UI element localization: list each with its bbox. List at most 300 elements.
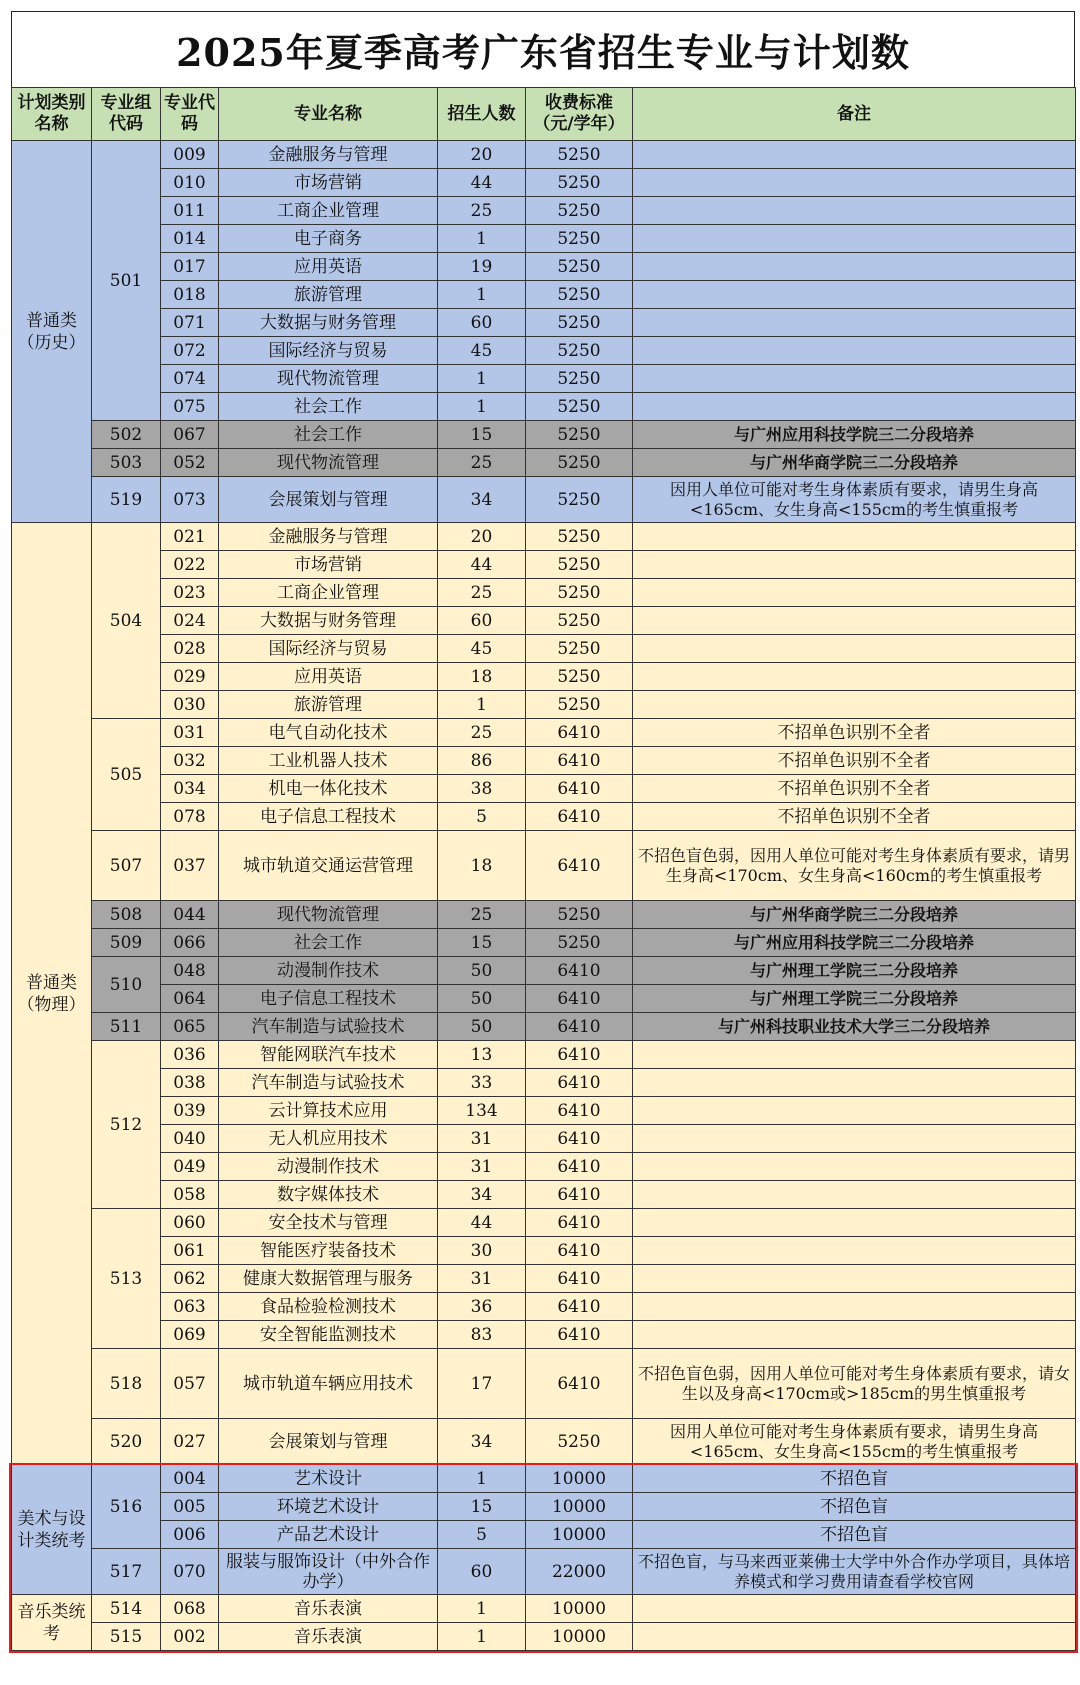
major-name-cell: 电子信息工程技术 [219,985,438,1013]
major-name-cell: 电气自动化技术 [219,719,438,747]
enrollment-count-cell: 1 [438,281,526,309]
fee-cell: 6410 [526,1013,633,1041]
group-code-cell: 512 [92,1041,161,1209]
fee-cell: 5250 [526,607,633,635]
note-cell [633,141,1076,169]
major-name-cell: 智能网联汽车技术 [219,1041,438,1069]
enrollment-count-cell: 25 [438,449,526,477]
fee-cell: 6410 [526,1265,633,1293]
major-code-cell: 066 [161,929,219,957]
fee-cell: 5250 [526,477,633,523]
enrollment-count-cell: 1 [438,1465,526,1493]
major-name-cell: 市场营销 [219,551,438,579]
fee-cell: 5250 [526,337,633,365]
enrollment-count-cell: 19 [438,253,526,281]
enrollment-table [11,87,1076,1651]
major-name-cell: 城市轨道车辆应用技术 [219,1349,438,1419]
fee-cell: 5250 [526,225,633,253]
note-cell: 不招色盲 [633,1521,1076,1549]
table-row [12,747,1076,775]
fee-cell: 10000 [526,1493,633,1521]
table-row [12,1265,1076,1293]
major-name-cell: 现代物流管理 [219,365,438,393]
group-code-cell: 513 [92,1209,161,1349]
table-row [12,831,1076,901]
major-code-cell: 064 [161,985,219,1013]
fee-cell: 5250 [526,663,633,691]
group-code-cell: 509 [92,929,161,957]
group-code-cell: 511 [92,1013,161,1041]
note-cell [633,309,1076,337]
enrollment-count-cell: 18 [438,831,526,901]
fee-cell: 22000 [526,1549,633,1595]
table-row [12,957,1076,985]
major-name-cell: 旅游管理 [219,281,438,309]
note-cell [633,337,1076,365]
enrollment-count-cell: 1 [438,1623,526,1651]
major-name-cell: 国际经济与贸易 [219,337,438,365]
major-code-cell: 052 [161,449,219,477]
note-cell [633,1069,1076,1097]
table-row [12,1493,1076,1521]
fee-cell: 5250 [526,393,633,421]
fee-cell: 6410 [526,803,633,831]
major-code-cell: 048 [161,957,219,985]
table-header-row [12,88,1076,141]
table-row [12,1153,1076,1181]
major-code-cell: 010 [161,169,219,197]
table-row [12,281,1076,309]
fee-cell: 6410 [526,1349,633,1419]
fee-cell: 6410 [526,1209,633,1237]
major-code-cell: 028 [161,635,219,663]
table-row [12,719,1076,747]
note-cell [633,393,1076,421]
note-cell [633,551,1076,579]
major-code-cell: 049 [161,1153,219,1181]
major-code-cell: 070 [161,1549,219,1595]
fee-cell: 5250 [526,141,633,169]
table-row [12,225,1076,253]
table-row [12,141,1076,169]
major-code-cell: 037 [161,831,219,901]
major-code-cell: 034 [161,775,219,803]
header-major-name: 专业名称 [219,88,438,141]
table-row [12,1465,1076,1493]
header-enrollment-count: 招生人数 [438,88,526,141]
fee-cell: 5250 [526,579,633,607]
major-code-cell: 024 [161,607,219,635]
major-name-cell: 无人机应用技术 [219,1125,438,1153]
enrollment-count-cell: 44 [438,1209,526,1237]
enrollment-count-cell: 25 [438,197,526,225]
major-code-cell: 014 [161,225,219,253]
fee-cell: 5250 [526,197,633,225]
major-code-cell: 005 [161,1493,219,1521]
major-code-cell: 002 [161,1623,219,1651]
enrollment-count-cell: 60 [438,607,526,635]
group-code-cell: 501 [92,141,161,421]
fee-cell: 5250 [526,281,633,309]
major-name-cell: 大数据与财务管理 [219,607,438,635]
major-name-cell: 产品艺术设计 [219,1521,438,1549]
table-row [12,1041,1076,1069]
fee-cell: 5250 [526,1419,633,1465]
table-row [12,1181,1076,1209]
enrollment-count-cell: 15 [438,929,526,957]
group-code-cell: 503 [92,449,161,477]
major-name-cell: 安全智能监测技术 [219,1321,438,1349]
note-cell [633,1595,1076,1623]
note-cell [633,1153,1076,1181]
table-row [12,635,1076,663]
group-code-cell: 502 [92,421,161,449]
enrollment-count-cell: 33 [438,1069,526,1097]
enrollment-count-cell: 31 [438,1125,526,1153]
note-cell [633,523,1076,551]
category-cell: 普通类（历史） [12,141,92,523]
major-code-cell: 063 [161,1293,219,1321]
note-cell [633,1209,1076,1237]
note-cell: 不招单色识别不全者 [633,747,1076,775]
major-name-cell: 现代物流管理 [219,449,438,477]
table-row [12,1521,1076,1549]
enrollment-count-cell: 44 [438,551,526,579]
fee-cell: 10000 [526,1521,633,1549]
major-code-cell: 038 [161,1069,219,1097]
enrollment-count-cell: 31 [438,1153,526,1181]
enrollment-count-cell: 15 [438,421,526,449]
major-name-cell: 社会工作 [219,393,438,421]
header-note: 备注 [633,88,1076,141]
header-major-code: 专业代码 [161,88,219,141]
note-cell [633,1041,1076,1069]
group-code-cell: 507 [92,831,161,901]
table-row [12,1097,1076,1125]
fee-cell: 5250 [526,449,633,477]
enrollment-count-cell: 36 [438,1293,526,1321]
major-name-cell: 电子信息工程技术 [219,803,438,831]
major-code-cell: 068 [161,1595,219,1623]
fee-cell: 6410 [526,1153,633,1181]
major-name-cell: 音乐表演 [219,1623,438,1651]
major-name-cell: 金融服务与管理 [219,523,438,551]
enrollment-count-cell: 86 [438,747,526,775]
note-cell: 不招单色识别不全者 [633,719,1076,747]
note-cell [633,1321,1076,1349]
group-code-cell: 504 [92,523,161,719]
enrollment-plan-sheet [11,11,1075,1651]
note-cell [633,225,1076,253]
table-row [12,1069,1076,1097]
major-name-cell: 应用英语 [219,253,438,281]
fee-cell: 10000 [526,1623,633,1651]
enrollment-count-cell: 31 [438,1265,526,1293]
note-cell [633,1237,1076,1265]
major-code-cell: 031 [161,719,219,747]
major-code-cell: 021 [161,523,219,551]
major-name-cell: 动漫制作技术 [219,1153,438,1181]
major-name-cell: 数字媒体技术 [219,1181,438,1209]
major-name-cell: 艺术设计 [219,1465,438,1493]
major-code-cell: 061 [161,1237,219,1265]
fee-cell: 5250 [526,901,633,929]
enrollment-count-cell: 18 [438,663,526,691]
major-code-cell: 006 [161,1521,219,1549]
table-row [12,1419,1076,1465]
table-row [12,197,1076,225]
note-cell: 不招单色识别不全者 [633,803,1076,831]
enrollment-count-cell: 5 [438,803,526,831]
table-row [12,803,1076,831]
major-code-cell: 069 [161,1321,219,1349]
major-name-cell: 环境艺术设计 [219,1493,438,1521]
major-name-cell: 汽车制造与试验技术 [219,1013,438,1041]
major-name-cell: 市场营销 [219,169,438,197]
category-cell: 美术与设计类统考 [12,1465,92,1595]
major-name-cell: 应用英语 [219,663,438,691]
category-cell: 普通类（物理） [12,523,92,1465]
group-code-cell: 516 [92,1465,161,1549]
enrollment-count-cell: 1 [438,365,526,393]
note-cell: 不招色盲 [633,1465,1076,1493]
major-code-cell: 065 [161,1013,219,1041]
note-cell [633,1293,1076,1321]
enrollment-count-cell: 44 [438,169,526,197]
table-row [12,1321,1076,1349]
table-row [12,691,1076,719]
major-name-cell: 工业机器人技术 [219,747,438,775]
note-cell: 与广州科技职业技术大学三二分段培养 [633,1013,1076,1041]
major-code-cell: 032 [161,747,219,775]
table-row [12,775,1076,803]
enrollment-count-cell: 134 [438,1097,526,1125]
major-name-cell: 社会工作 [219,421,438,449]
note-cell: 不招色盲，与马来西亚莱佛士大学中外合作办学项目，具体培养模式和学习费用请查看学校官网 [633,1549,1076,1595]
group-code-cell: 515 [92,1623,161,1651]
enrollment-count-cell: 38 [438,775,526,803]
major-name-cell: 健康大数据管理与服务 [219,1265,438,1293]
major-code-cell: 075 [161,393,219,421]
major-code-cell: 039 [161,1097,219,1125]
major-name-cell: 电子商务 [219,225,438,253]
major-name-cell: 食品检验检测技术 [219,1293,438,1321]
note-cell: 因用人单位可能对考生身体素质有要求，请男生身高<165cm、女生身高<155cm的考生慎重报考 [633,477,1076,523]
enrollment-count-cell: 20 [438,523,526,551]
major-code-cell: 071 [161,309,219,337]
enrollment-count-cell: 34 [438,1419,526,1465]
major-name-cell: 汽车制造与试验技术 [219,1069,438,1097]
table-row [12,253,1076,281]
group-code-cell: 510 [92,957,161,1013]
group-code-cell: 517 [92,1549,161,1595]
fee-cell: 6410 [526,1293,633,1321]
major-name-cell: 大数据与财务管理 [219,309,438,337]
enrollment-count-cell: 50 [438,985,526,1013]
note-cell [633,607,1076,635]
fee-cell: 6410 [526,1237,633,1265]
major-code-cell: 011 [161,197,219,225]
table-row [12,551,1076,579]
fee-cell: 10000 [526,1595,633,1623]
enrollment-count-cell: 50 [438,1013,526,1041]
major-code-cell: 018 [161,281,219,309]
major-name-cell: 工商企业管理 [219,197,438,225]
note-cell [633,1181,1076,1209]
fee-cell: 5250 [526,551,633,579]
fee-cell: 6410 [526,1097,633,1125]
note-cell [633,169,1076,197]
note-cell [633,663,1076,691]
major-code-cell: 004 [161,1465,219,1493]
note-cell: 与广州理工学院三二分段培养 [633,957,1076,985]
table-row [12,1549,1076,1595]
header-fee: 收费标准（元/学年） [526,88,633,141]
note-cell: 不招单色识别不全者 [633,775,1076,803]
note-cell [633,691,1076,719]
note-cell [633,1125,1076,1153]
group-code-cell: 518 [92,1349,161,1419]
table-row [12,985,1076,1013]
fee-cell: 5250 [526,691,633,719]
table-row [12,337,1076,365]
table-row [12,901,1076,929]
major-code-cell: 060 [161,1209,219,1237]
note-cell: 不招色盲 [633,1493,1076,1521]
major-code-cell: 017 [161,253,219,281]
enrollment-count-cell: 45 [438,635,526,663]
note-cell: 不招色盲色弱，因用人单位可能对考生身体素质有要求，请男生身高<170cm、女生身高<160cm的考生慎重报考 [633,831,1076,901]
note-cell [633,635,1076,663]
enrollment-count-cell: 30 [438,1237,526,1265]
major-code-cell: 029 [161,663,219,691]
major-code-cell: 067 [161,421,219,449]
major-name-cell: 金融服务与管理 [219,141,438,169]
note-cell [633,281,1076,309]
major-name-cell: 会展策划与管理 [219,1419,438,1465]
major-code-cell: 023 [161,579,219,607]
major-code-cell: 030 [161,691,219,719]
header-group-code: 专业组代码 [92,88,161,141]
major-code-cell: 062 [161,1265,219,1293]
table-row [12,579,1076,607]
page-title: 2025年夏季高考广东省招生专业与计划数 [11,11,1075,87]
major-name-cell: 会展策划与管理 [219,477,438,523]
major-name-cell: 安全技术与管理 [219,1209,438,1237]
major-code-cell: 022 [161,551,219,579]
table-row [12,1125,1076,1153]
fee-cell: 6410 [526,1125,633,1153]
note-cell [633,579,1076,607]
table-row [12,1349,1076,1419]
major-code-cell: 036 [161,1041,219,1069]
enrollment-count-cell: 25 [438,579,526,607]
enrollment-count-cell: 34 [438,1181,526,1209]
major-name-cell: 社会工作 [219,929,438,957]
major-name-cell: 智能医疗装备技术 [219,1237,438,1265]
fee-cell: 5250 [526,169,633,197]
major-name-cell: 机电一体化技术 [219,775,438,803]
major-code-cell: 073 [161,477,219,523]
table-row [12,309,1076,337]
enrollment-count-cell: 1 [438,225,526,253]
note-cell [633,1623,1076,1651]
note-cell: 与广州华商学院三二分段培养 [633,449,1076,477]
enrollment-count-cell: 1 [438,691,526,719]
table-row [12,449,1076,477]
major-code-cell: 057 [161,1349,219,1419]
note-cell: 因用人单位可能对考生身体素质有要求，请男生身高<165cm、女生身高<155cm的考生慎重报考 [633,1419,1076,1465]
major-name-cell: 工商企业管理 [219,579,438,607]
note-cell: 与广州应用科技学院三二分段培养 [633,929,1076,957]
enrollment-count-cell: 60 [438,309,526,337]
enrollment-count-cell: 17 [438,1349,526,1419]
table-row [12,1595,1076,1623]
table-row [12,1293,1076,1321]
major-name-cell: 旅游管理 [219,691,438,719]
fee-cell: 5250 [526,309,633,337]
enrollment-count-cell: 34 [438,477,526,523]
table-row [12,1013,1076,1041]
table-row [12,1209,1076,1237]
major-name-cell: 云计算技术应用 [219,1097,438,1125]
enrollment-count-cell: 5 [438,1521,526,1549]
fee-cell: 6410 [526,1041,633,1069]
enrollment-count-cell: 1 [438,1595,526,1623]
note-cell [633,1265,1076,1293]
major-code-cell: 040 [161,1125,219,1153]
table-row [12,1237,1076,1265]
fee-cell: 5250 [526,523,633,551]
table-row [12,169,1076,197]
fee-cell: 6410 [526,775,633,803]
fee-cell: 10000 [526,1465,633,1493]
fee-cell: 6410 [526,985,633,1013]
table-row [12,393,1076,421]
table-row [12,663,1076,691]
note-cell [633,197,1076,225]
major-name-cell: 服装与服饰设计（中外合作办学） [219,1549,438,1595]
enrollment-count-cell: 50 [438,957,526,985]
table-row [12,523,1076,551]
enrollment-count-cell: 60 [438,1549,526,1595]
note-cell [633,365,1076,393]
fee-cell: 6410 [526,831,633,901]
note-cell: 不招色盲色弱，因用人单位可能对考生身体素质有要求，请女生以及身高<170cm或>185cm的男生慎重报考 [633,1349,1076,1419]
major-name-cell: 动漫制作技术 [219,957,438,985]
group-code-cell: 508 [92,901,161,929]
enrollment-count-cell: 13 [438,1041,526,1069]
major-code-cell: 072 [161,337,219,365]
group-code-cell: 520 [92,1419,161,1465]
fee-cell: 6410 [526,1181,633,1209]
enrollment-count-cell: 1 [438,393,526,421]
fee-cell: 5250 [526,365,633,393]
major-name-cell: 城市轨道交通运营管理 [219,831,438,901]
enrollment-count-cell: 83 [438,1321,526,1349]
category-cell: 音乐类统考 [12,1595,92,1651]
fee-cell: 5250 [526,253,633,281]
major-code-cell: 078 [161,803,219,831]
major-code-cell: 058 [161,1181,219,1209]
major-name-cell: 音乐表演 [219,1595,438,1623]
major-name-cell: 现代物流管理 [219,901,438,929]
fee-cell: 6410 [526,957,633,985]
table-row [12,477,1076,523]
table-row [12,421,1076,449]
enrollment-count-cell: 25 [438,901,526,929]
group-code-cell: 514 [92,1595,161,1623]
